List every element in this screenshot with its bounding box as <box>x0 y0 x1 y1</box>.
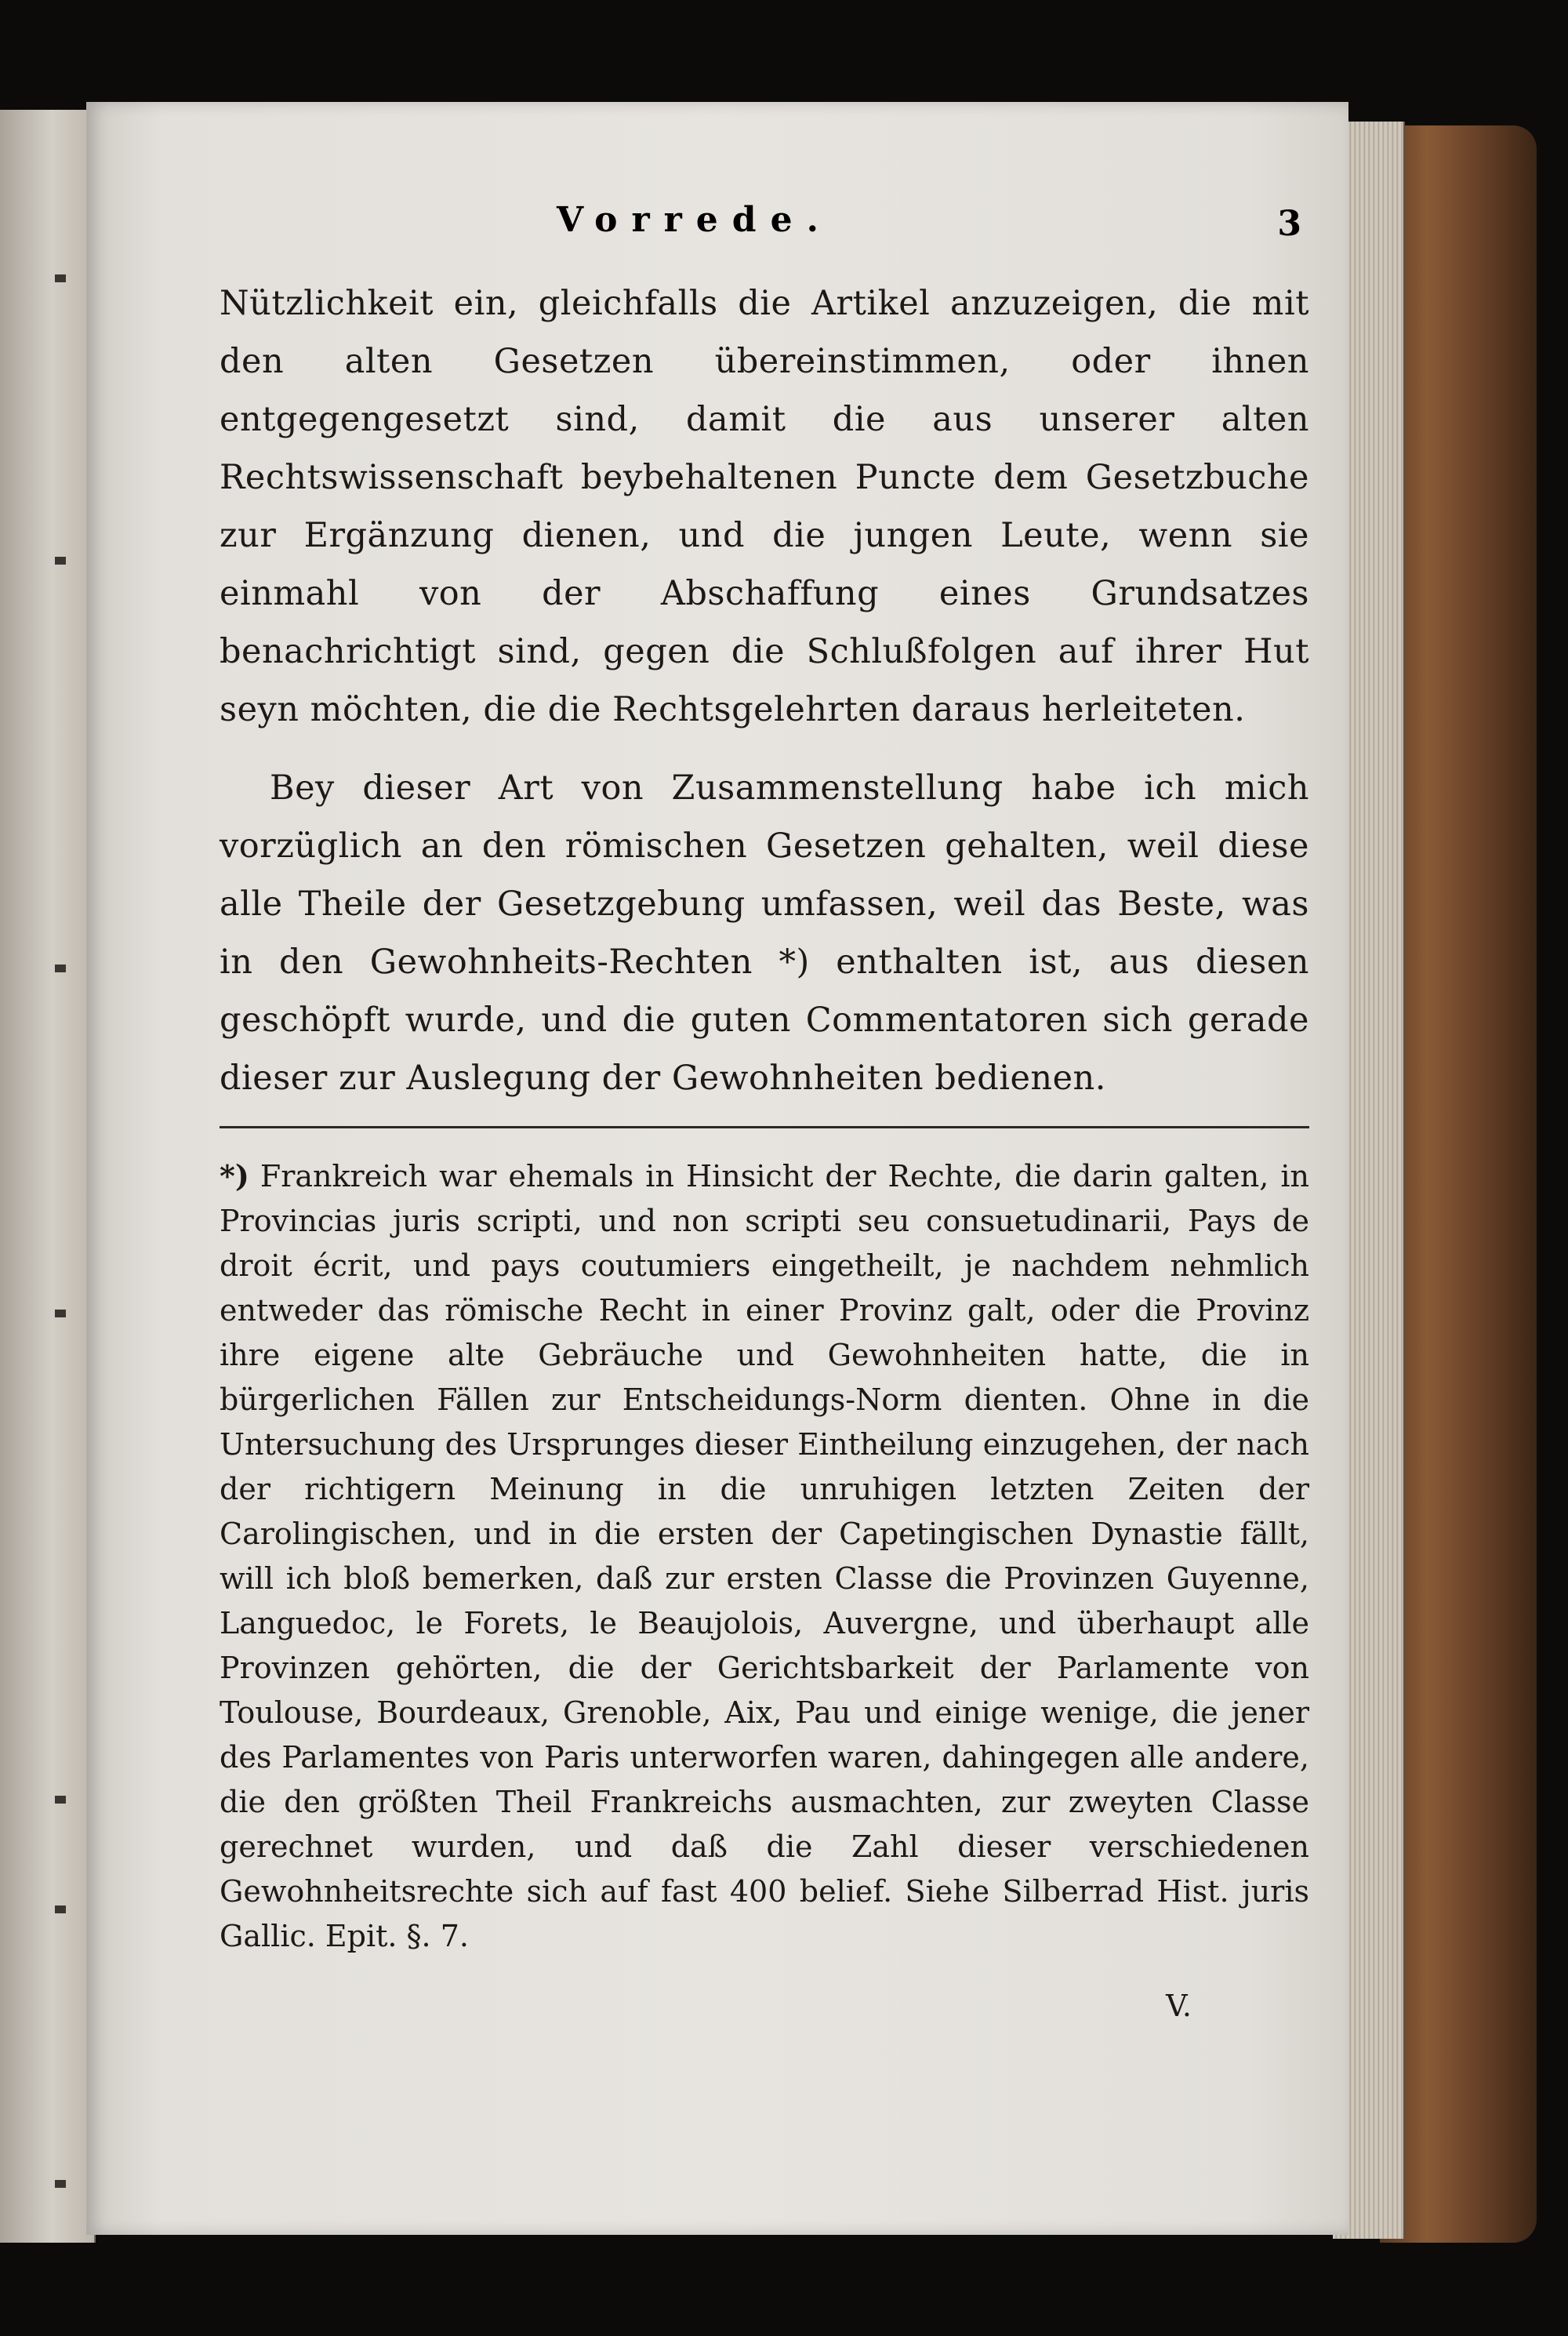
edge-mark <box>55 1905 66 1913</box>
book-page <box>86 102 1348 2235</box>
footnote <box>220 1153 1309 1959</box>
facing-page-edge <box>0 110 96 2243</box>
paragraph: Bey dieser Art von Zusammenstellung habe ich mich vorzüglich an den römischen Gesetzen gehalten, weil diese alle Theile der Gesetzgebung umfassen, weil das Beste, was in den Gewohnheits-Rechten *) enthalten ist, aus diesen geschöpft wurde, und die guten Commentatoren sich gerade dieser zur Auslegung der Gewohnheiten bedienen. <box>220 768 1309 1098</box>
paragraph: Nützlichkeit ein, gleichfalls die Artikel anzuzeigen, die mit den alten Gesetzen übereinstimmen, oder ihnen entgegengesetzt sind, damit die aus unserer alten Rechtswissenschaft beybehaltenen Puncte dem Gesetzbuche zur Ergänzung dienen, und die jungen Leute, wenn sie einmahl von der Abschaffung eines Grundsatzes benachrichtigt sind, gegen die Schlußfolgen auf ihrer Hut seyn möchten, die die Rechtsgelehrten daraus herleiteten. <box>220 284 1309 729</box>
edge-mark <box>55 274 66 282</box>
main-text <box>220 274 1309 1107</box>
page-number: 3 <box>1277 204 1301 244</box>
edge-mark <box>55 2180 66 2188</box>
running-head: Vorrede. <box>557 200 833 240</box>
edge-mark <box>55 1796 66 1804</box>
text-block <box>220 274 1309 2023</box>
edge-mark <box>55 965 66 972</box>
footnote-rule <box>220 1126 1309 1128</box>
catchword: V. <box>1166 1989 1192 2023</box>
footnote-marker: *) <box>220 1158 249 1193</box>
footnote-text: Frankreich war ehemals in Hinsicht der Rechte, die darin galten, in Provincias juris scripti, und non scripti seu consuetudinarii, Pays de droit écrit, und pays coutumiers eingetheilt, je nachdem nehmlich entweder das römische Recht in einer Provinz galt, oder die Provinz ihre eigene alte Gebräuche und Gewohnheiten hatte, die in bürgerlichen Fällen zur Entscheidungs-Norm dienten. Ohne in die Untersuchung des Ursprunges dieser Eintheilung einzugehen, der nach der richtigern Meinung in die unruhigen letzten Zeiten der Carolingischen, und in die ersten der Capetingischen Dynastie fällt, will ich bloß bemerken, daß zur ersten Classe die Provinzen Guyenne, Languedoc, le Forets, le Beaujolois, Auvergne, und überhaupt alle Provinzen gehörten, die der Gerichtsbarkeit der Parlamente von Toulouse, Bourdeaux, Grenoble, Aix, Pau und einige wenige, die jener des Parlamentes von Paris unterworfen waren, dahingegen alle andere, die den größten Theil Frankreichs ausmachten, zur zweyten Classe gerechnet wurden, und daß die Zahl dieser verschiedenen Gewohnheitsrechte sich auf fast 400 belief. Siehe Silberrad Hist. juris Gallic. Epit. §. 7. <box>220 1159 1309 1953</box>
edge-mark <box>55 557 66 565</box>
edge-mark <box>55 1310 66 1317</box>
